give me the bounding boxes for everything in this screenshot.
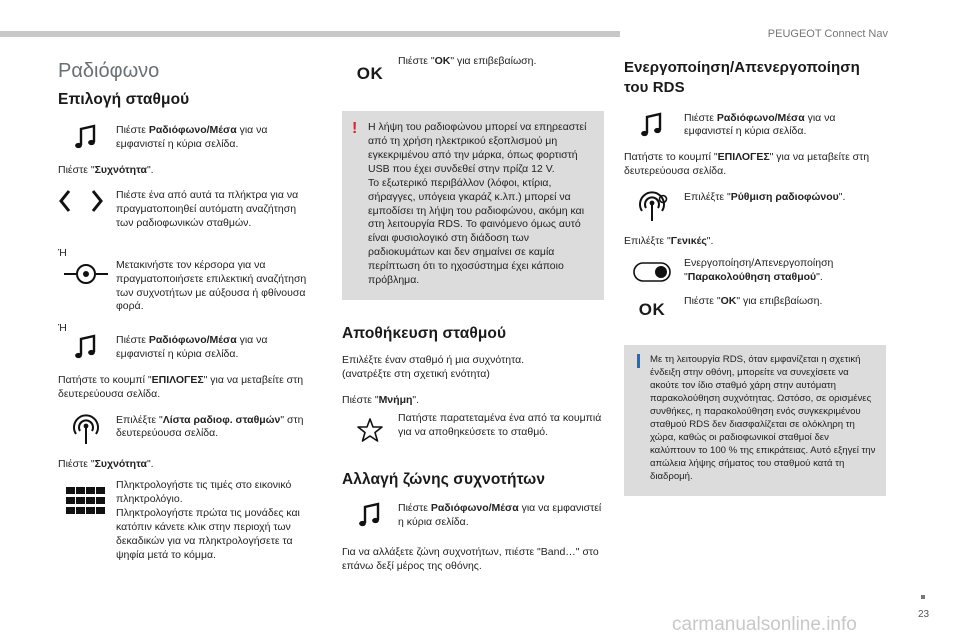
step-radio-settings: Επιλέξτε "Ρύθμιση ραδιοφώνου".	[624, 191, 886, 223]
star-outline-icon	[342, 412, 398, 442]
page-title: Ραδιόφωνο	[58, 60, 160, 82]
step-station-list: Επιλέξτε "Λίστα ραδιοφ. σταθμών" στη δευτερεύουσα σελίδα.	[58, 414, 316, 446]
step-ok: OK Πιέστε "OK" για επιβεβαίωση.	[342, 55, 604, 85]
section-title-store-station: Αποθήκευση σταθμού	[342, 324, 507, 342]
step-auto-search: Πιέστε ένα από αυτά τα πλήκτρα για να πραγματοποιηθεί αυτόματη αναζήτηση των ραδιοφωνικών σταθμών.	[58, 189, 316, 231]
info-icon	[634, 353, 650, 483]
step-keypad: Πληκτρολογήστε τις τιμές στο εικονικό πληκτρολόγιο. Πληκτρολογήστε πρώτα τις μονάδες και κατόπιν κάνετε κλικ στην περιοχή των δεκαδικών για να πληκτρολογήσετε τα ψηφία μετά το κόμμα.	[58, 479, 316, 562]
watermark: carmanualsonline.info	[672, 614, 857, 635]
column-1	[58, 55, 316, 563]
step-rds-radio-media: Πιέστε Ραδιόφωνο/Μέσα για να εμφανιστεί η κύρια σελίδα.	[624, 112, 886, 140]
page-header	[0, 0, 960, 42]
store-select-text: Επιλέξτε έναν σταθμό ή μια συχνότητα. (ανατρέξτε στη σχετική ενότητα)	[342, 354, 525, 381]
store-memory-text: Πιέστε "Μνήμη".	[342, 393, 420, 406]
keypad-icon	[58, 479, 114, 515]
brand-label: PEUGEOT Connect Nav	[767, 28, 888, 40]
step-rds-ok: OK Πιέστε "OK" για επιβεβαίωση.	[624, 295, 886, 321]
header-rule	[0, 31, 620, 37]
page-marker	[921, 595, 925, 599]
section-title-rds: Ενεργοποίηση/Απενεργοποίηση του RDS	[624, 59, 860, 96]
radio-settings-icon	[624, 191, 680, 223]
section-title-band: Αλλαγή ζώνης συχνοτήτων	[342, 470, 546, 488]
column-3	[624, 55, 886, 496]
music-note-icon	[624, 112, 680, 138]
warning-icon: !	[352, 120, 358, 138]
radio-antenna-icon	[58, 414, 114, 446]
ok-icon: OK	[356, 64, 384, 83]
page-number: 23	[918, 609, 930, 620]
warning-box: ! Η λήψη του ραδιοφώνου μπορεί να επηρεαστεί από τη χρήση ηλεκτρικού εξοπλισμού μη εγκεκριμένου από την μάρκα, όπως φορτιστή USB που έχει συνδεθεί στην πρίζα 12 V. Το εξωτερικό περιβάλλον (λόφοι, κτίρια, σήραγγες, υπόγεια γκαράζ κ.λπ.) μπορεί να εμποδίσει τη λήψη του ραδιοφώνου, ακόμη και στη λειτουργία RDS. Το φαινόμενο όμως αυτό είναι φυσιολογικό στη διάδοση των ραδιοκυμάτων και δεν σημαίνει σε καμία περίπτωση ότι το ηχοσύστημα έχει κάποιο πρόβλημα.	[342, 111, 604, 299]
toggle-icon	[624, 257, 680, 283]
step-frequency-2: Πιέστε "Συχνότητα".	[58, 457, 154, 470]
step-frequency: Πιέστε "Συχνότητα".	[58, 163, 154, 176]
step-options: Πατήστε το κουμπί "ΕΠΙΛΟΓΕΣ" για να μεταβείτε στη δευτερεύουσα σελίδα.	[58, 373, 304, 400]
cursor-slider-icon	[58, 259, 114, 289]
column-2	[342, 55, 604, 574]
info-box: Με τη λειτουργία RDS, όταν εμφανίζεται η σχετική ένδειξη στην οθόνη, μπορείτε να συνεχίσετε να ακούτε τον ίδιο σταθμό χάρη στην αυτόματη παρακολούθηση συχνότητας. Ωστόσο, σε ορισμένες συνθήκες, η παρακολούθηση ενός συγκεκριμένου σταθμού RDS δεν διασφαλίζεται σε ολόκληρη τη χώρα, καθώς οι ραδιοφωνικοί σταθμοί δεν καλύπτουν το 100 % της επικράτειας. Αυτό εξηγεί την απώλεια λήψης σήματος του σταθμού κατά τη διαδρομή.	[624, 345, 886, 495]
or-label: Ή	[58, 322, 67, 335]
step-store-hold: Πατήστε παρατεταμένα ένα από τα κουμπιά για να αποθηκεύσετε το σταθμό.	[342, 412, 604, 442]
music-note-icon	[58, 334, 114, 360]
rds-options-text: Πατήστε το κουμπί "ΕΠΙΛΟΓΕΣ" για να μεταβείτε στη δευτερεύουσα σελίδα.	[624, 151, 870, 178]
rds-general-text: Επιλέξτε "Γενικές".	[624, 235, 714, 248]
chevron-left-right-icon	[58, 189, 114, 213]
step-band-radio-media: Πιέστε Ραδιόφωνο/Μέσα για να εμφανιστεί η κύρια σελίδα.	[342, 502, 604, 530]
or-label: Ή	[58, 247, 67, 259]
step-cursor-search: Μετακινήστε τον κέρσορα για να πραγματοποιήσετε επιλεκτική αναζήτηση των συχνοτήτων με αύξουσα ή φθίνουσα φορά.	[58, 259, 316, 314]
step-radio-media-2: Πιέστε Ραδιόφωνο/Μέσα για να εμφανιστεί η κύρια σελίδα.	[58, 334, 316, 362]
music-note-icon	[58, 124, 114, 150]
step-station-follow: Ενεργοποίηση/Απενεργοποίηση "Παρακολούθηση σταθμού".	[624, 257, 886, 285]
step-radio-media: Πιέστε Ραδιόφωνο/Μέσα για να εμφανιστεί η κύρια σελίδα.	[58, 124, 316, 152]
section-title-select-station: Επιλογή σταθμού	[58, 91, 190, 109]
music-note-icon	[342, 502, 398, 528]
ok-icon: OK	[638, 299, 666, 319]
band-change-text: Για να αλλάξετε ζώνη συχνοτήτων, πιέστε "Band…" στο επάνω δεξί μέρος της οθόνης.	[342, 545, 599, 572]
